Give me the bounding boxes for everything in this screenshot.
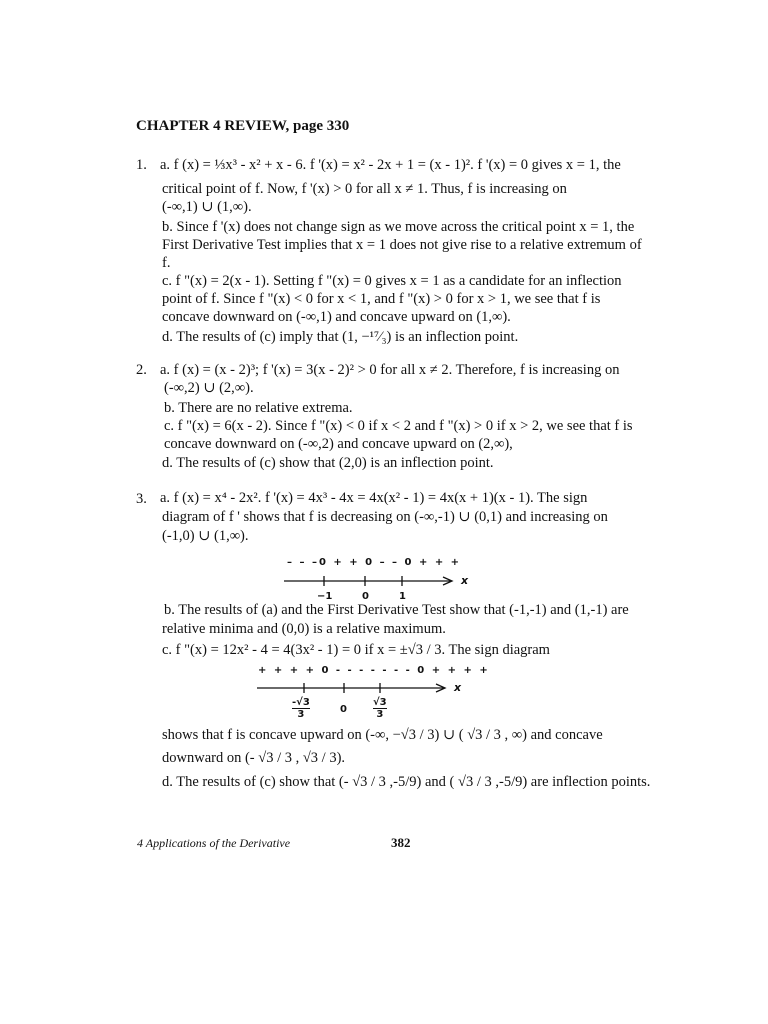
problem-1c-line-1: c. f "(x) = 2(x - 1). Setting f "(x) = 0 gives x = 1 as a candidate for an inflection <box>162 273 622 289</box>
sign-diagram-2-tick-neg-root3-over-3 <box>292 697 310 720</box>
problem-1a-line-3: (-∞,1) ∪ (1,∞). <box>162 199 252 215</box>
problem-1a-line-2: critical point of f. Now, f '(x) > 0 for all x ≠ 1. Thus, f is increasing on <box>162 181 567 197</box>
tick-numerator: √3 <box>373 697 387 708</box>
problem-3-number: 3. <box>136 491 147 507</box>
problem-1b-line-2: First Derivative Test implies that x = 1 does not give rise to a relative extremum of <box>162 237 642 253</box>
problem-2c-line-2: concave downward on (-∞,2) and concave upward on (2,∞), <box>164 436 513 452</box>
problem-1b-line-1: b. Since f '(x) does not change sign as we move across the critical point x = 1, the <box>162 219 635 235</box>
problem-3c-line-2: shows that f is concave upward on (-∞, −√3 / 3) ∪ ( √3 / 3 , ∞) and concave <box>162 727 603 743</box>
sign-diagram-1-signs: – – –0 + + 0 – – 0 + + + <box>287 557 462 568</box>
problem-3b-line-1: b. The results of (a) and the First Derivative Test show that (-1,-1) and (1,-1) are <box>164 602 629 618</box>
problem-2b-line-1: b. There are no relative extrema. <box>164 400 353 416</box>
footer-chapter-label: 4 Applications of the Derivative <box>137 836 291 850</box>
problem-1c-line-2: point of f. Since f "(x) < 0 for x < 1, and f "(x) > 0 for x > 1, we see that f is <box>162 291 601 307</box>
problem-3a-line-2: diagram of f ' shows that f is decreasing on (-∞,-1) ∪ (0,1) and increasing on <box>162 509 608 525</box>
sign-diagram-1-axis <box>283 574 458 588</box>
chapter-title: CHAPTER 4 REVIEW, page 330 <box>136 118 350 134</box>
sign-diagram-1-x-label: x <box>461 574 469 587</box>
tick-numerator: -√3 <box>292 697 310 708</box>
problem-3a-line-1: a. f (x) = x⁴ - 2x². f '(x) = 4x³ - 4x = 4x(x² - 1) = 4x(x + 1)(x - 1). The sign <box>160 490 588 506</box>
sign-diagram-2-tick-0: 0 <box>340 704 347 715</box>
problem-3b-line-2: relative minima and (0,0) is a relative maximum. <box>162 621 446 637</box>
problem-1c-line-3: concave downward on (-∞,1) and concave upward on (1,∞). <box>162 309 511 325</box>
problem-2c-line-1: c. f "(x) = 6(x - 2). Since f "(x) < 0 if x < 2 and f "(x) > 0 if x > 2, we see that f is <box>164 418 633 434</box>
problem-1-number: 1. <box>136 157 147 173</box>
sign-diagram-1-tick-neg1: −1 <box>317 591 333 602</box>
problem-2d-line-1: d. The results of (c) show that (2,0) is an inflection point. <box>162 455 494 471</box>
problem-1d-line-1: d. The results of (c) imply that (1, −¹⁷⁄₃) is an inflection point. <box>162 329 519 345</box>
footer-page-number: 382 <box>391 835 411 850</box>
sign-diagram-2-signs: + + + + 0 - - - - - - - 0 + + + + <box>258 665 490 676</box>
problem-3a-line-3: (-1,0) ∪ (1,∞). <box>162 528 249 544</box>
problem-2a-line-1: a. f (x) = (x - 2)³; f '(x) = 3(x - 2)² > 0 for all x ≠ 2. Therefore, f is increasing on <box>160 362 620 378</box>
problem-1a-line-1: a. f (x) = ⅓x³ - x² + x - 6. f '(x) = x² - 2x + 1 = (x - 1)². f '(x) = 0 gives x = 1, the <box>160 157 621 173</box>
sign-diagram-1-tick-1: 1 <box>399 591 406 602</box>
problem-1b-line-3: f. <box>162 255 171 271</box>
problem-2a-line-2: (-∞,2) ∪ (2,∞). <box>164 380 254 396</box>
sign-diagram-2-axis <box>256 681 448 695</box>
problem-3c-line-3: downward on (- √3 / 3 , √3 / 3). <box>162 750 346 766</box>
sign-diagram-2-tick-root3-over-3 <box>373 697 387 720</box>
problem-3c-line-1: c. f "(x) = 12x² - 4 = 4(3x² - 1) = 0 if x = ±√3 / 3. The sign diagram <box>162 642 550 658</box>
sign-diagram-2-x-label: x <box>454 681 462 694</box>
tick-denominator: 3 <box>292 708 310 720</box>
problem-3d-line-1: d. The results of (c) show that (- √3 / 3 ,-5/9) and ( √3 / 3 ,-5/9) are inflection points. <box>162 774 651 790</box>
problem-2-number: 2. <box>136 362 147 378</box>
tick-denominator: 3 <box>373 708 387 720</box>
sign-diagram-1-tick-0: 0 <box>362 591 369 602</box>
